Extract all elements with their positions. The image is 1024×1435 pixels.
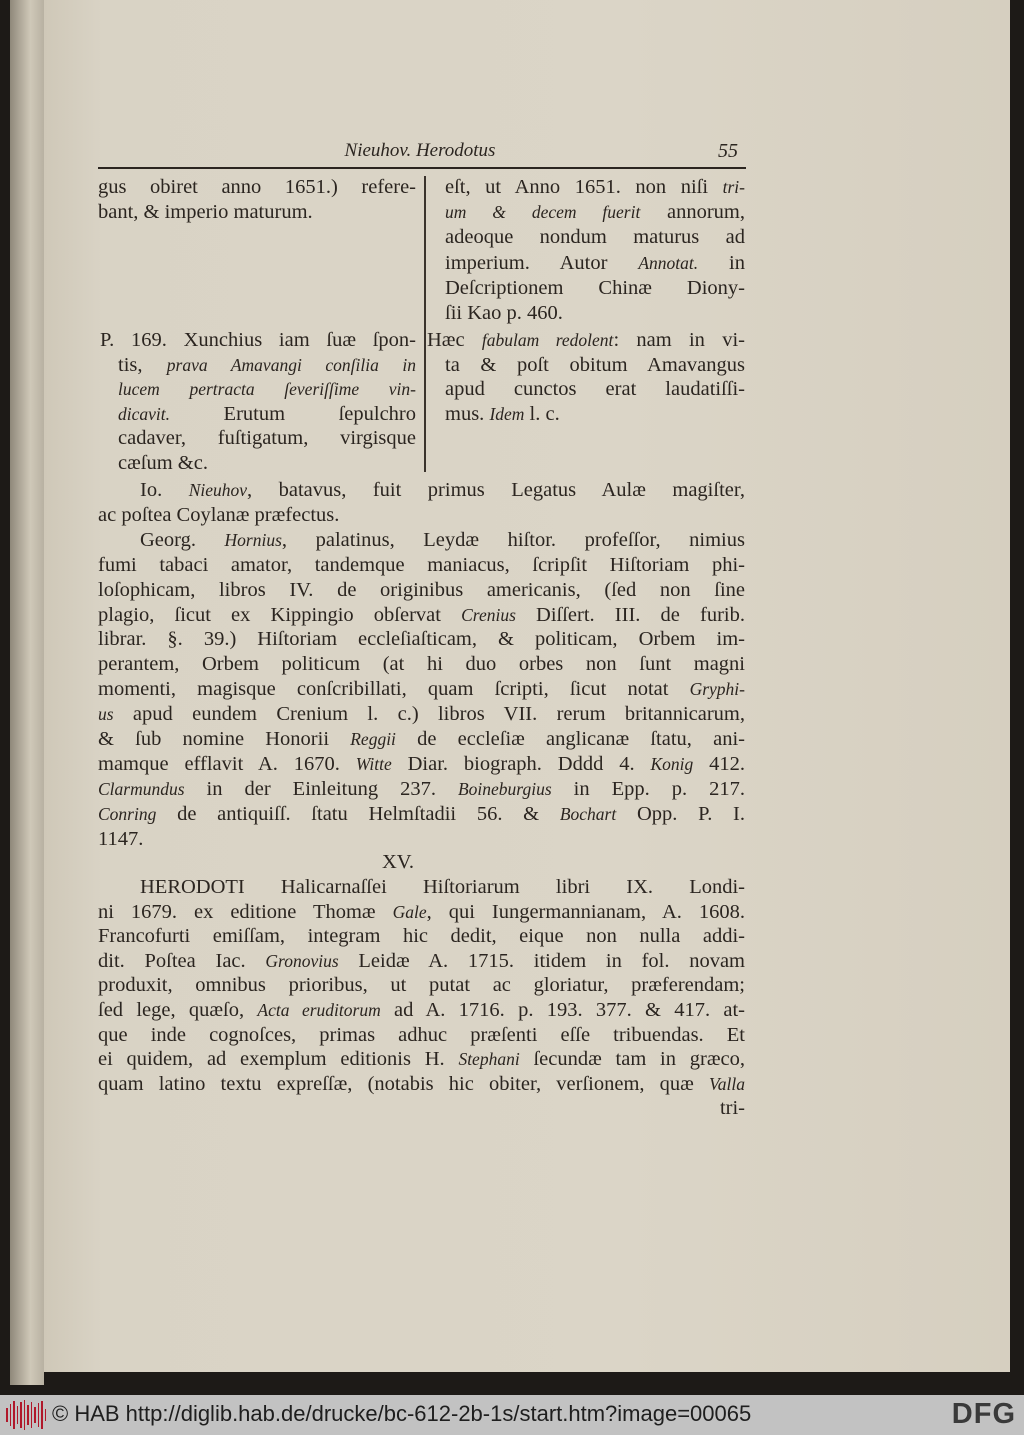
text-line [98, 900, 745, 924]
text-segment: : nam in vi- [613, 329, 745, 351]
text-line [445, 353, 745, 377]
italic-text: Gryphi- [689, 679, 745, 700]
text-line [118, 402, 416, 426]
text-line [118, 426, 416, 450]
text-line [98, 553, 745, 577]
text-line [140, 528, 745, 552]
italic-text: lucem pertracta ſeveriſſime vin- [118, 379, 416, 399]
text-line [98, 603, 745, 627]
text-line [445, 225, 745, 249]
italic-text: Witte [355, 753, 392, 774]
text-line [98, 752, 745, 776]
text-segment: adeoque nondum maturus ad [445, 226, 745, 249]
text-segment: produxit, omnibus prioribus, ut putat ac gloriatur, præferendam; [98, 974, 745, 997]
text-segment: Diar. biograph. Dddd 4. [391, 752, 651, 775]
text-segment: fumi tabaci amator, tandemque maniacus, ſcripſit Hiſtoriam phi- [98, 553, 745, 576]
hab-logo-icon [6, 1400, 46, 1430]
text-segment: ſecundæ tam in græco, [519, 1048, 745, 1071]
text-line [100, 328, 416, 352]
text-segment: ni 1679. ex editione Thomæ [98, 900, 393, 923]
italic-text: dicavit. [118, 403, 170, 424]
section-heading: XV. [381, 851, 415, 873]
text-segment: Io. [140, 479, 189, 501]
text-segment: , batavus, fuit primus Legatus Aulæ magiſter, [247, 479, 745, 501]
text-segment: 412. [693, 752, 745, 775]
text-line [98, 949, 745, 973]
logo-bar [27, 1405, 29, 1425]
page-number: 55 [718, 140, 738, 162]
text-segment: cæſum &c. [118, 451, 208, 474]
italic-text: us [98, 704, 114, 725]
dfg-logo: DFG [951, 1398, 1016, 1430]
text-line [98, 1072, 745, 1096]
text-line [445, 251, 745, 275]
text-segment: ta & poſt obitum Amavangus [445, 353, 745, 376]
text-segment: perantem, Orbem politicum (at hi duo orbes non ſunt magni [98, 653, 745, 676]
italic-text: Reggii [350, 729, 396, 749]
italic-text: Conring [98, 803, 157, 824]
logo-bar [41, 1401, 43, 1429]
text-segment: apud cunctos erat laudatiſſi- [445, 378, 745, 400]
italic-text: Boineburgius [457, 778, 552, 799]
italic-text: Valla [709, 1073, 745, 1094]
italic-text: tri- [722, 177, 745, 197]
text-segment: HERODOTI Halicarnaſſei Hiſtoriarum libri IX. Londi- [140, 876, 745, 898]
text-segment: Leidæ A. 1715. itidem in fol. novam [338, 949, 745, 972]
text-line [427, 328, 745, 352]
text-segment: tri- [719, 1097, 745, 1120]
text-segment: cadaver, fuſtigatum, virgisque [118, 427, 416, 449]
text-line [445, 200, 745, 224]
logo-bar [38, 1403, 40, 1427]
text-segment: apud eundem Crenium l. c.) libros VII. rerum britannicarum, [113, 703, 745, 726]
text-line [98, 802, 745, 826]
text-segment: 1147. [98, 827, 144, 850]
text-segment: , palatinus, Leydæ hiſtor. profeſſor, nimius [281, 528, 745, 551]
text-line [98, 973, 745, 997]
text-segment: ei quidem, ad exemplum editionis H. [98, 1048, 459, 1071]
text-line [98, 200, 416, 224]
text-line [98, 924, 745, 948]
text-line [98, 827, 745, 851]
text-segment: ſii Kao p. 460. [445, 302, 563, 324]
text-segment: Erutum ſepulchro [170, 402, 416, 425]
text-segment: in der Einleitung 237. [184, 777, 458, 800]
text-segment: in Epp. p. 217. [551, 777, 745, 800]
text-segment: Hæc [427, 329, 482, 351]
text-line [445, 402, 745, 426]
italic-text: Acta eruditorum [257, 1000, 381, 1020]
text-line [98, 175, 416, 199]
text-segment: quam latino textu expreſſæ, (notabis hic obiter, verſionem, quæ [98, 1072, 710, 1095]
text-segment: de antiquiſſ. ſtatu Helmſtadii 56. & [156, 802, 560, 825]
text-segment: P. 169. Xunchius iam ſuæ ſpon- [100, 329, 416, 351]
text-segment: loſophicam, libros IV. de originibus americanis, (ſed non ſine [98, 578, 745, 601]
text-line [98, 1096, 745, 1120]
logo-bar [31, 1402, 33, 1428]
text-line [118, 451, 416, 475]
text-segment: que inde cognoſces, primas adhuc præſenti eſſe tribuendas. Et [98, 1023, 745, 1046]
logo-bar [20, 1402, 22, 1428]
italic-text: Idem [489, 403, 525, 424]
text-line [445, 301, 745, 325]
italic-text: Crenius [461, 604, 516, 625]
logo-bar [34, 1407, 36, 1423]
running-head: Nieuhov. Herodotus [344, 140, 496, 161]
italic-text: Bochart [559, 803, 617, 824]
text-line [98, 702, 745, 726]
text-segment: & ſub nomine Honorii [98, 728, 351, 750]
text-segment: plagio, ſicut ex Kippingio obſervat [98, 603, 462, 626]
text-line [445, 276, 745, 300]
text-segment: mamque efflavit A. 1670. [98, 752, 356, 775]
italic-text: Konig [650, 753, 694, 774]
footer-bar [0, 1395, 1024, 1435]
italic-text: fabulam redolent [481, 330, 614, 350]
italic-text: um & decem fuerit [445, 202, 641, 223]
logo-bar [6, 1408, 8, 1422]
text-line [140, 478, 745, 502]
text-line [98, 1023, 745, 1047]
facing-page-edge [10, 0, 44, 1385]
italic-text: Gronovius [265, 950, 339, 971]
text-segment: de eccleſiæ anglicanæ ſtatu, ani- [395, 728, 745, 750]
text-line [98, 503, 745, 527]
text-line [98, 1047, 745, 1071]
logo-bar [24, 1400, 26, 1430]
text-segment: momenti, magisque conſcribillati, quam ſcripti, ſicut notat [98, 678, 690, 701]
text-line [98, 777, 745, 801]
text-segment: bant, & imperio maturum. [98, 200, 313, 223]
text-segment: ad A. 1716. p. 193. 377. & 417. at- [380, 999, 745, 1021]
text-segment: annorum, [640, 201, 745, 224]
text-segment: imperium. Autor [445, 251, 639, 274]
text-segment: Georg. [140, 528, 225, 551]
text-segment: ſed lege, quæſo, [98, 999, 258, 1021]
italic-text: Hornius [224, 529, 282, 550]
text-segment: Opp. P. I. [616, 802, 745, 825]
text-segment: , qui Iungermannianam, A. 1608. [426, 900, 745, 923]
text-line [445, 377, 745, 401]
text-segment: in [698, 251, 745, 274]
text-segment: gus obiret anno 1651.) refere- [98, 176, 416, 198]
text-line [118, 353, 416, 377]
logo-bar [17, 1406, 19, 1424]
text-line [445, 175, 745, 199]
text-segment: librar. §. 39.) Hiſtoriam eccleſiaſticam, & politicam, Orbem im- [98, 628, 745, 651]
italic-text: Gale [392, 901, 427, 922]
italic-text: Clarmundus [98, 778, 185, 799]
logo-bar [13, 1401, 15, 1429]
text-line [98, 677, 745, 701]
text-line [140, 875, 745, 899]
text-line [118, 377, 416, 401]
text-line [98, 652, 745, 676]
text-segment: eſt, ut Anno 1651. non niſi [445, 176, 723, 198]
italic-text: prava Amavangi conſilia in [166, 354, 416, 375]
text-segment: mus. [445, 402, 490, 425]
logo-bar [45, 1409, 47, 1421]
column-divider [424, 176, 426, 472]
text-line [98, 727, 745, 751]
header-rule [98, 167, 746, 169]
text-line [98, 578, 745, 602]
logo-bar [10, 1404, 12, 1426]
text-segment: l. c. [524, 402, 560, 425]
italic-text: Nieuhov [188, 480, 248, 500]
text-segment: Diſſert. III. de furib. [515, 603, 745, 626]
italic-text: Stephani [458, 1049, 520, 1070]
text-line [98, 998, 745, 1022]
footer-attribution-link[interactable]: © HAB http://diglib.hab.de/drucke/bc-612-2b-1s/start.htm?image=00065 [52, 1401, 752, 1426]
text-segment: ac poſtea Coylanæ præfectus. [98, 503, 340, 526]
text-segment: tis, [118, 353, 167, 376]
italic-text: Annotat. [638, 252, 699, 273]
text-line [98, 627, 745, 651]
text-segment: Francofurti emiſſam, integram hic dedit, eique non nulla addi- [98, 925, 745, 948]
text-segment: Deſcriptionem Chinæ Diony- [445, 276, 745, 299]
text-segment: dit. Poſtea Iac. [98, 949, 266, 972]
